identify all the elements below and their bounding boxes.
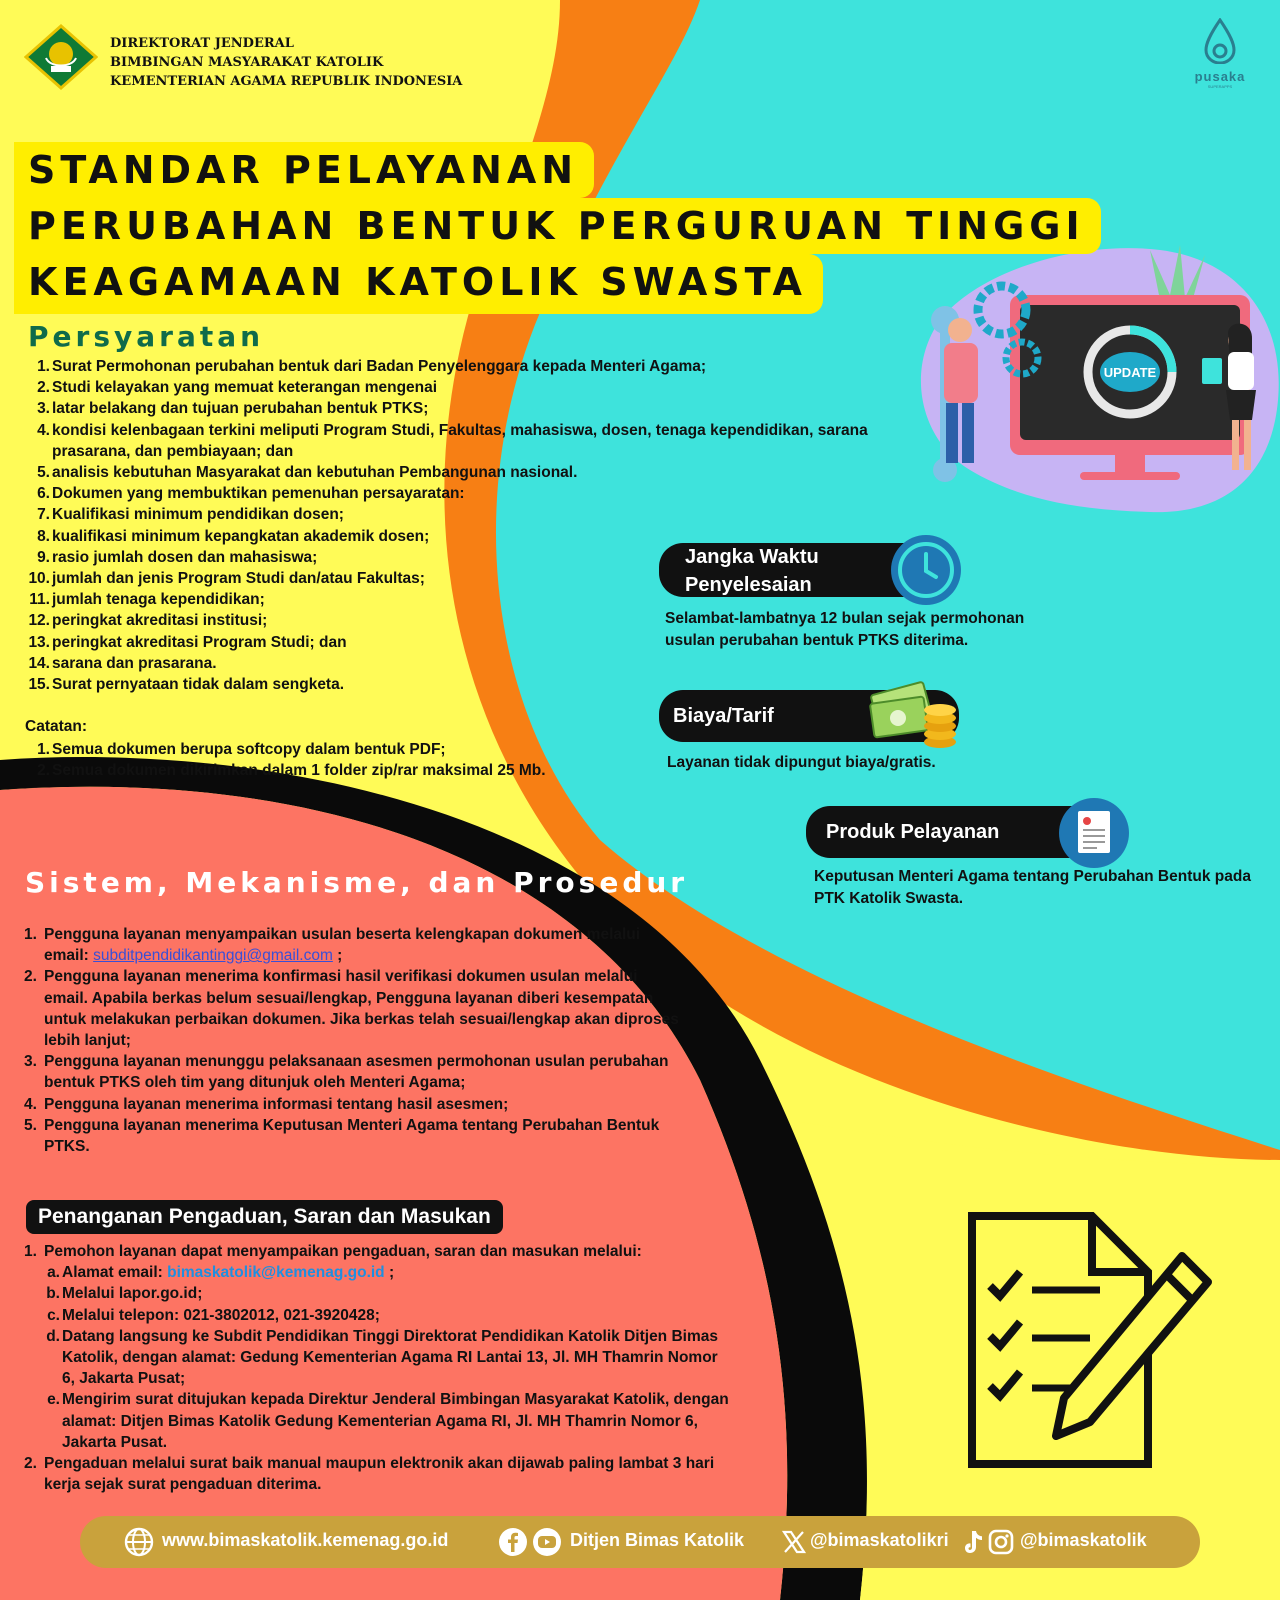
org-line-1: DIREKTORAT JENDERAL bbox=[110, 36, 294, 51]
x-handle[interactable]: @bimaskatolikri bbox=[810, 1530, 949, 1550]
pusaka-wordmark: pusaka bbox=[1194, 69, 1246, 84]
list-item: 5. analisis kebutuhan Masyarakat dan kebutuhan Pembangunan nasional. bbox=[37, 464, 578, 482]
list-item: 2. Pengaduan melalui surat baik manual maupun elektronik akan dijawab paling lambat 3 hari kerja sejak surat pengaduan diterima. bbox=[24, 1455, 715, 1494]
list-item: 2. Pengguna layanan menerima konfirmasi hasil verifikasi dokumen usulan melalui email. Apabila berkas belum sesuai/lengkap, Pengguna layanan diberi kesempatan untuk melakukan perbaikan dokumen. Jika berkas telah sesuai/lengkap akan diproses lebih lanjut; bbox=[24, 968, 679, 1050]
money-icon bbox=[868, 678, 958, 750]
title-line-2: PERUBAHAN BENTUK PERGURUAN TINGGI bbox=[14, 198, 1101, 254]
jangka-waktu-text: Selambat-lambatnya 12 bulan sejak permohonan usulan perubahan bentuk PTKS diterima. bbox=[665, 610, 1025, 649]
list-item: 3. Pengguna layanan menunggu pelaksanaan asesmen permohonan usulan perubahan bentuk PTKS oleh tim yang ditunjuk oleh Menteri Agama; bbox=[24, 1053, 669, 1092]
list-item: 9. rasio jumlah dosen dan mahasiswa; bbox=[37, 548, 318, 566]
list-item: a. Alamat email: bimaskatolik@kemenag.go.id ; bbox=[47, 1264, 395, 1282]
catatan-list bbox=[24, 739, 724, 781]
list-item: d. Datang langsung ke Subdit Pendidikan Tinggi Direktorat Pendidikan Katolik Ditjen Bimas Katolik, dengan alamat: Gedung Kementerian Agama RI Lantai 13, Jl. MH Thamrin Nomor 6, Jakarta Pusat; bbox=[46, 1327, 718, 1388]
clock-icon bbox=[890, 534, 962, 606]
sistem-heading: Sistem, Mekanisme, dan Prosedur bbox=[25, 866, 689, 899]
organization-name bbox=[110, 34, 462, 91]
list-item: 7. Kualifikasi minimum pendidikan dosen; bbox=[37, 506, 344, 524]
pengaduan-heading: Penanganan Pengaduan, Saran dan Masukan bbox=[26, 1200, 503, 1234]
instagram-icon[interactable] bbox=[988, 1527, 1014, 1557]
persyaratan-heading: Persyaratan bbox=[28, 320, 265, 353]
list-item: 2. Studi kelayakan yang memuat keterangan mengenai bbox=[37, 379, 438, 397]
list-item: 3. latar belakang dan tujuan perubahan bentuk PTKS; bbox=[37, 400, 429, 418]
footer-bar bbox=[80, 1516, 1200, 1568]
youtube-icon[interactable] bbox=[532, 1527, 562, 1557]
list-item: 8. kualifikasi minimum kepangkatan akademik dosen; bbox=[37, 527, 430, 545]
globe-icon bbox=[124, 1527, 154, 1557]
produk-label: Produk Pelayanan bbox=[806, 806, 1106, 858]
list-item: 4. Pengguna layanan menerima informasi tentang hasil asesmen; bbox=[24, 1095, 509, 1113]
facebook-icon[interactable] bbox=[498, 1527, 528, 1557]
list-item: 2. Semua dokumen dikirimkan dalam 1 folder zip/rar maksimal 25 Mb. bbox=[37, 762, 546, 780]
list-item: b. Melalui lapor.go.id; bbox=[46, 1285, 203, 1303]
checklist-pencil-icon bbox=[960, 1212, 1220, 1472]
list-item: c. Melalui telepon: 021-3802012, 021-3920428; bbox=[47, 1306, 380, 1324]
biaya-text: Layanan tidak dipungut biaya/gratis. bbox=[667, 754, 936, 771]
update-label: UPDATE bbox=[1103, 365, 1157, 380]
sistem-list bbox=[24, 924, 684, 1157]
list-item: 12. peringkat akreditasi institusi; bbox=[28, 612, 268, 630]
list-item: 6. Dokumen yang membuktikan pemenuhan persayaratan: bbox=[37, 485, 465, 503]
kemenag-logo bbox=[24, 24, 98, 90]
list-item: 1. Surat Permohonan perubahan bentuk dari Badan Penyelenggara kepada Menteri Agama; bbox=[37, 358, 707, 375]
pusaka-subtitle: SUPERAPPS bbox=[1207, 84, 1233, 89]
email-link[interactable]: subditpendidikantinggi@gmail.com bbox=[93, 947, 333, 965]
org-line-3: KEMENTERIAN AGAMA REPUBLIK INDONESIA bbox=[110, 74, 463, 89]
list-item: 1. Semua dokumen berupa softcopy dalam bentuk PDF; bbox=[37, 741, 446, 758]
document-icon bbox=[1058, 797, 1130, 869]
pengaduan-sublist bbox=[44, 1262, 744, 1453]
title-line-3: KEAGAMAAN KATOLIK SWASTA bbox=[14, 254, 823, 314]
facebook-youtube-handle[interactable]: Ditjen Bimas Katolik bbox=[570, 1530, 745, 1550]
catatan-label: Catatan: bbox=[25, 718, 88, 735]
list-item: 14. sarana dan prasarana. bbox=[28, 654, 217, 672]
email-link[interactable]: bimaskatolik@kemenag.go.id bbox=[167, 1264, 385, 1282]
pengaduan-list bbox=[24, 1241, 744, 1495]
jangka-label-1: Jangka Waktu bbox=[685, 546, 819, 568]
produk-text: Keputusan Menteri Agama tentang Perubahan Bentuk pada PTK Katolik Swasta. bbox=[814, 868, 1251, 907]
pusaka-drop-icon bbox=[1203, 18, 1237, 64]
list-item: e. Mengirim surat ditujukan kepada Direktur Jenderal Bimbingan Masyarakat Katolik, dengan alamat: Ditjen Bimas Katolik Gedung Kementerian Agama RI, Jl. MH Thamrin Nomor 6, Jakarta Pusat. bbox=[47, 1391, 729, 1451]
x-icon[interactable] bbox=[782, 1527, 806, 1557]
list-item: 15. Surat pernyataan tidak dalam sengketa. bbox=[28, 676, 345, 694]
biaya-label: Biaya/Tarif bbox=[659, 690, 959, 742]
title-line-1: STANDAR PELAYANAN bbox=[14, 142, 594, 198]
list-item: 1. Pengguna layanan menyampaikan usulan beserta kelengkapan dokumen melalui email: subditpendidikantinggi@gmail.com ; bbox=[24, 926, 641, 965]
website-link[interactable]: www.bimaskatolik.kemenag.go.id bbox=[162, 1530, 449, 1550]
tiktok-instagram-handle[interactable]: @bimaskatolik bbox=[1020, 1530, 1147, 1550]
jangka-label-2: Penyelesaian bbox=[685, 574, 812, 596]
tiktok-icon[interactable] bbox=[962, 1527, 986, 1557]
pusaka-logo bbox=[1185, 18, 1255, 98]
list-item: 11. jumlah tenaga kependidikan; bbox=[29, 591, 265, 609]
list-item: 10. jumlah dan jenis Program Studi dan/atau Fakultas; bbox=[28, 570, 425, 588]
list-item: 13. peringkat akreditasi Program Studi; dan bbox=[28, 633, 347, 651]
list-item: 1. Pemohon layanan dapat menyampaikan pengaduan, saran dan masukan melalui: a. Alamat email: bimaskatolik@kemenag.go.id ; b. Melalui lapor.go.id; c. Melalui telepon: 021-3802012, 021-3920428; d. Datang langsung ke Subdit Pendidikan Tinggi Direktorat Pendidikan Katolik Ditjen Bimas Katolik, dengan alamat: Gedung Kementerian Agama RI Lantai 13, Jl. MH Thamrin Nomor 6, Jakarta Pusat; e. Mengirim surat ditujukan kepada Direktur Jenderal Bimbingan Masyarakat Katolik, dengan alamat: Ditjen Bimas Katolik Gedung Kementerian Agama RI, Jl. MH Thamrin Nomor 6, Jakarta Pusat. bbox=[24, 1241, 744, 1453]
list-item: 5. Pengguna layanan menerima Keputusan Menteri Agama tentang Perubahan Bentuk PTKS. bbox=[24, 1116, 660, 1156]
org-line-2: BIMBINGAN MASYARAKAT KATOLIK bbox=[110, 55, 384, 70]
list-item: 4. kondisi kelenbagaan terkini meliputi Program Studi, Fakultas, mahasiswa, dosen, tenaga kependidikan, sarana prasarana, dan pembiayaan; dan bbox=[37, 421, 868, 460]
update-illustration bbox=[930, 240, 1280, 510]
